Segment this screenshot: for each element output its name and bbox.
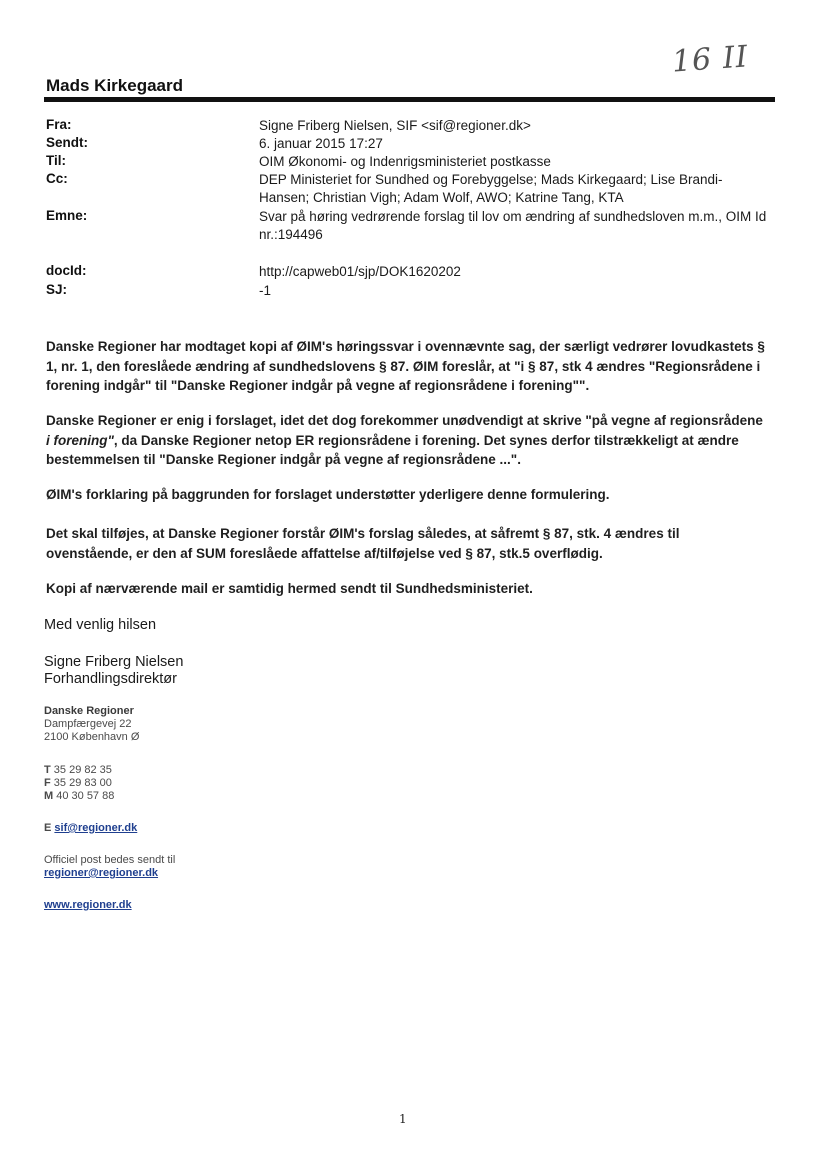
from-value: Signe Friberg Nielsen, SIF <sif@regioner.dk> — [259, 118, 531, 133]
body-paragraph-2-italic: i forening" — [46, 432, 114, 448]
cc-label: Cc: — [46, 171, 68, 186]
header-rule — [44, 97, 775, 102]
contact-email — [44, 822, 137, 835]
body-paragraph-2-part-a: Danske Regioner er enig i forslaget, idet det dog forekommer unødvendigt at skrive "på vegne af regionsrådene — [46, 413, 763, 428]
signature-title: Forhandlingsdirektør — [44, 671, 177, 687]
docid-value: http://capweb01/sjp/DOK1620202 — [259, 264, 461, 279]
body-paragraph-5: Kopi af nærværende mail er samtidig hermed sendt til Sundhedsministeriet. — [46, 581, 533, 596]
from-label: Fra: — [46, 117, 72, 132]
contact-org: Danske Regioner — [44, 705, 134, 717]
sent-label: Sendt: — [46, 135, 88, 150]
contact-phones — [44, 764, 114, 803]
author-name: Mads Kirkegaard — [46, 76, 183, 95]
handwritten-stamp: 16 II — [670, 39, 750, 80]
website-link[interactable]: www.regioner.dk — [44, 899, 132, 911]
subject-label: Emne: — [46, 208, 88, 223]
sent-value: 6. januar 2015 17:27 — [259, 136, 383, 151]
contact-city: 2100 København Ø — [44, 731, 140, 743]
contact-phone-t: T 35 29 82 35 — [44, 764, 112, 776]
body-paragraph-1: Danske Regioner har modtaget kopi af ØIM's høringssvar i ovennævnte sag, der særligt vedrører lovudkastets § 1, nr. 1, den foreslåede ændring af sundhedslovens § 87. ØIM foreslår, at "i § 87, stk 4 ændres "Regionsrådene i forening indgår" til "Danske Regioner indgår på vegne af regionsrådene i forening"". — [46, 339, 765, 393]
contact-address — [44, 705, 139, 744]
signature-block — [44, 654, 183, 688]
contact-phone-f: F 35 29 83 00 — [44, 777, 112, 789]
body-paragraph-3: ØIM's forklaring på baggrunden for forslaget understøtter yderligere denne formulering. — [46, 487, 610, 502]
closing-greeting: Med venlig hilsen — [44, 617, 157, 633]
email-label: E — [44, 822, 52, 834]
signature-name: Signe Friberg Nielsen — [44, 654, 184, 670]
contact-phone-m: M 40 30 57 88 — [44, 790, 115, 802]
email-link[interactable]: sif@regioner.dk — [54, 822, 138, 834]
body-paragraph-2-part-c: , da Danske Regioner netop ER regionsrådene i forening. Det synes derfor tilstrækkeligt at ændre bestemmelsen til "Danske Regioner indgår på vegne af regionsrådene ...". — [46, 432, 739, 467]
body-paragraph-4: Det skal tilføjes, at Danske Regioner forstår ØIM's forslag således, at såfremt § 87, stk. 4 ændres til ovenstående, er den af SUM foreslåede affattelse af/tilføjelse ved § 87, stk.5 overflødig. — [46, 526, 680, 561]
post-email-link[interactable]: regioner@regioner.dk — [44, 867, 159, 879]
page-number: 1 — [399, 1112, 407, 1126]
sj-value: -1 — [259, 283, 272, 298]
to-value: OIM Økonomi- og Indenrigsministeriet postkasse — [259, 154, 551, 169]
post-note: Officiel post bedes sendt til — [44, 854, 176, 866]
to-label: Til: — [46, 153, 66, 168]
cc-value: DEP Ministeriet for Sundhed og Forebyggelse; Mads Kirkegaard; Lise Brandi-Hansen; Christian Vigh; Adam Wolf, AWO; Katrine Tang, KTA — [259, 172, 723, 205]
contact-website — [44, 899, 132, 912]
sj-label: SJ: — [46, 282, 68, 297]
contact-official-post — [44, 854, 175, 880]
contact-street: Dampfærgevej 22 — [44, 718, 132, 730]
body-paragraph-2 — [46, 411, 766, 470]
docid-label: docId: — [46, 263, 87, 278]
subject-value: Svar på høring vedrørende forslag til lov om ændring af sundhedsloven m.m., OIM Id nr.:194496 — [259, 209, 767, 242]
